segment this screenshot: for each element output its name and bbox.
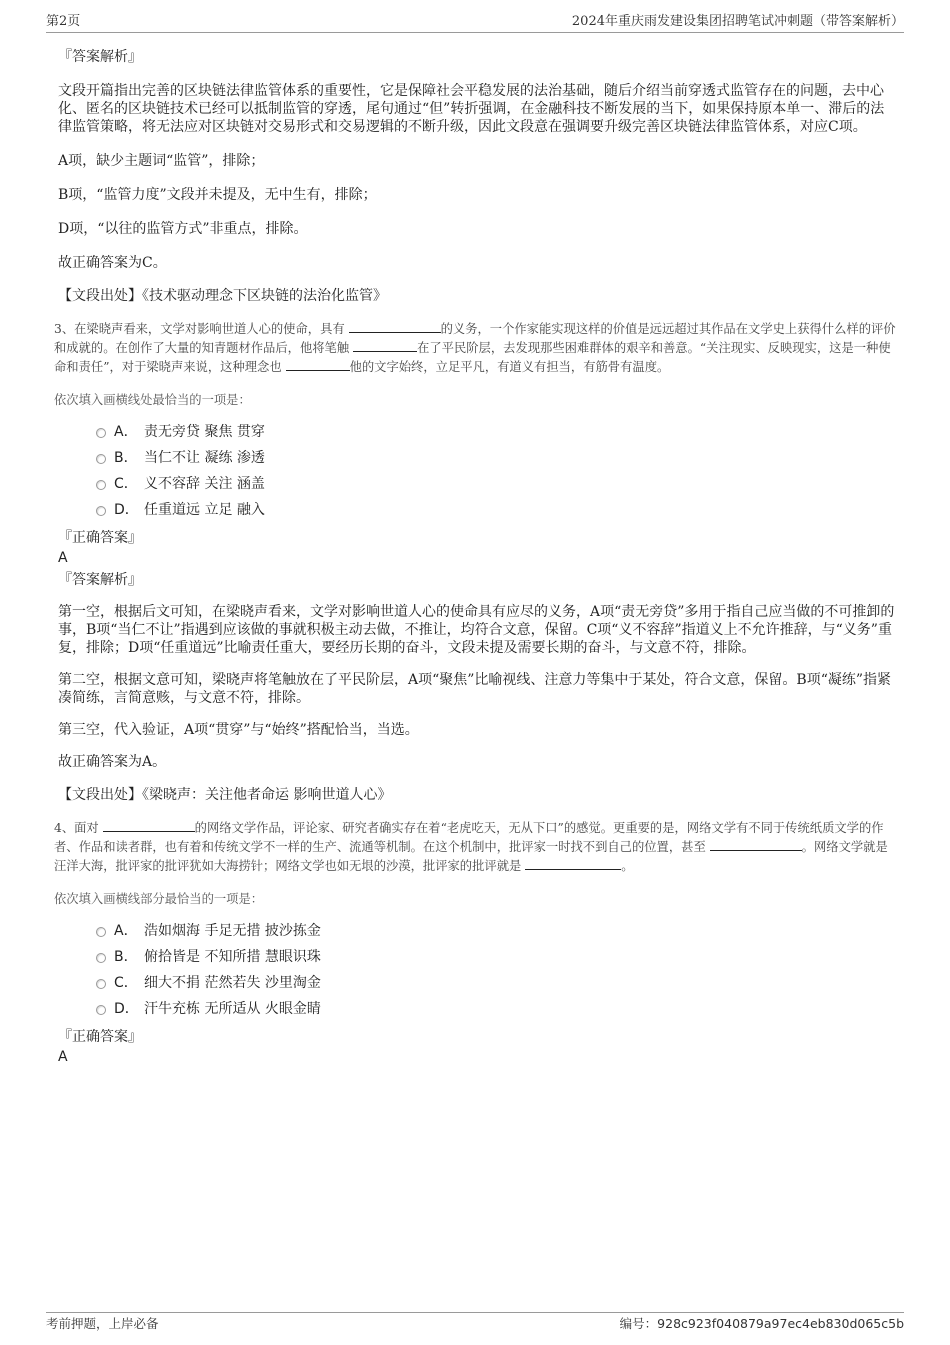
fill-blank [353, 339, 417, 352]
q3-stem: 3、在梁晓声看来，文学对影响世道人心的使命，具有 的义务，一个作家能实现这样的价值是远远超过其作品在文学史上获得什么样的评价和成就的。在创作了大量的知青题材作品后，他将笔触 在了平民阶层，去发现那些困难群体的艰辛和善意。“关注现实、反映现实，这是一种使命和责任”，对于梁晓声来说，这种理念也 他的文字始终，立足平凡，有道义有担当，有筋骨有温度。 [54, 322, 896, 374]
option-c[interactable]: C． 细大不捐 茫然若失 沙里淘金 [58, 972, 898, 998]
radio-button[interactable] [96, 979, 106, 989]
q3-analysis-paragraph: 第二空，根据文意可知，梁晓声将笔触放在了平民阶层，A项“聚焦”比喻视线、注意力等集中于某处，符合文意，保留。B项“凝练”指紧凑简练，言简意赅，与文意不符，排除。 [58, 672, 892, 706]
option-d[interactable]: D． 汗牛充栋 无所适从 火眼金睛 [58, 998, 898, 1024]
page-footer [46, 1312, 904, 1333]
q4-stem: 4、面对 的网络文学作品，评论家、研究者确实存在着“老虎吃天，无从下口”的感觉。更重要的是，网络文学有不同于传统纸质文学的作者、作品和读者群，也有着和传统文学不一样的生产、流通等机制。在这个机制中，批评家一时找不到自己的位置，甚至 。网络文学就是汪洋大海，批评家的批评犹如大海捞针；网络文学也如无垠的沙漠，批评家的批评就是 。 [54, 821, 888, 873]
page-number: 第2页 [46, 14, 81, 29]
q2-analysis-paragraph: B项，“监管力度”文段并未提及，无中生有，排除； [58, 187, 377, 203]
q2-analysis-paragraph: 文段开篇指出完善的区块链法律监管体系的重要性，它是保障社会平稳发展的法治基础，随后介绍当前穿透式监管存在的问题，去中心化、匿名的区块链技术已经可以抵制监管的穿透，尾句通过“但”转折强调，在金融科技不断发展的当下，如果保持原本单一、滞后的法律监管策略，将无法应对区块链对交易形式和交易逻辑的不断升级，因此文段意在强调要升级完善区块链法律监管体系，对应C项。 [58, 83, 885, 135]
q4-correct-label: 『正确答案』 [58, 1029, 142, 1045]
fill-blank [103, 819, 195, 832]
question-number: 4、 [54, 821, 75, 835]
q3-source: 【文段出处】《梁晓声：关注他者命运 影响世道人心》 [58, 787, 392, 803]
q4-options [58, 920, 898, 1024]
option-d[interactable]: D． 任重道远 立足 融入 [58, 499, 898, 525]
radio-button[interactable] [96, 454, 106, 464]
option-b[interactable]: B． 俯拾皆是 不知所措 慧眼识珠 [58, 946, 898, 972]
fill-blank [525, 857, 621, 870]
page-header [46, 12, 904, 33]
q2-analysis-label: 『答案解析』 [58, 49, 142, 65]
q3-analysis-label: 『答案解析』 [58, 572, 142, 588]
q2-analysis-paragraph: 故正确答案为C。 [58, 255, 167, 271]
radio-button[interactable] [96, 428, 106, 438]
q3-analysis-paragraph: 第一空，根据后文可知，在梁晓声看来，文学对影响世道人心的使命具有应尽的义务，A项“责无旁贷”多用于指自己应当做的不可推卸的事，B项“当仁不让”指遇到应该做的事就积极主动去做，不推让，均符合文意，保留。C项“义不容辞”指道义上不允许推辞，与“义务”重复，排除；D项“任重道远”比喻责任重大，要经历长期的奋斗，文段未提及需要长期的奋斗，与文意不符，排除。 [58, 604, 895, 656]
option-b[interactable]: B． 当仁不让 凝练 渗透 [58, 447, 898, 473]
q2-analysis-paragraph: D项，“以往的监管方式”非重点，排除。 [58, 221, 308, 237]
fill-blank [286, 358, 350, 371]
question-number: 3、 [54, 322, 75, 336]
q2-source: 【文段出处】《技术驱动理念下区块链的法治化监管》 [58, 288, 387, 304]
radio-button[interactable] [96, 927, 106, 937]
option-a[interactable]: A． 浩如烟海 手足无措 披沙拣金 [58, 920, 898, 946]
q2-analysis-paragraph: A项，缺少主题词“监管”，排除； [58, 153, 265, 169]
q4-instruction: 依次填入画横线部分最恰当的一项是： [54, 892, 264, 906]
fill-blank [349, 320, 441, 333]
document-serial: 编号：928c923f040879a97ec4eb830d065c5b [619, 1316, 904, 1331]
document-title: 2024年重庆雨发建设集团招聘笔试冲刺题（带答案解析） [571, 14, 904, 29]
q4-correct-answer: A [58, 1049, 68, 1065]
q3-correct-answer: A [58, 550, 68, 566]
q3-analysis-paragraph: 故正确答案为A。 [58, 754, 167, 770]
option-c[interactable]: C． 义不容辞 关注 涵盖 [58, 473, 898, 499]
q3-instruction: 依次填入画横线处最恰当的一项是： [54, 393, 251, 407]
radio-button[interactable] [96, 1005, 106, 1015]
q3-correct-label: 『正确答案』 [58, 530, 142, 546]
q3-options [58, 421, 898, 525]
footer-slogan: 考前押题，上岸必备 [46, 1316, 159, 1331]
option-a[interactable]: A． 责无旁贷 聚焦 贯穿 [58, 421, 898, 447]
fill-blank [710, 838, 802, 851]
radio-button[interactable] [96, 480, 106, 490]
q3-analysis-paragraph: 第三空，代入验证，A项“贯穿”与“始终”搭配恰当，当选。 [58, 722, 419, 738]
page-content [54, 44, 898, 1066]
radio-button[interactable] [96, 506, 106, 516]
radio-button[interactable] [96, 953, 106, 963]
